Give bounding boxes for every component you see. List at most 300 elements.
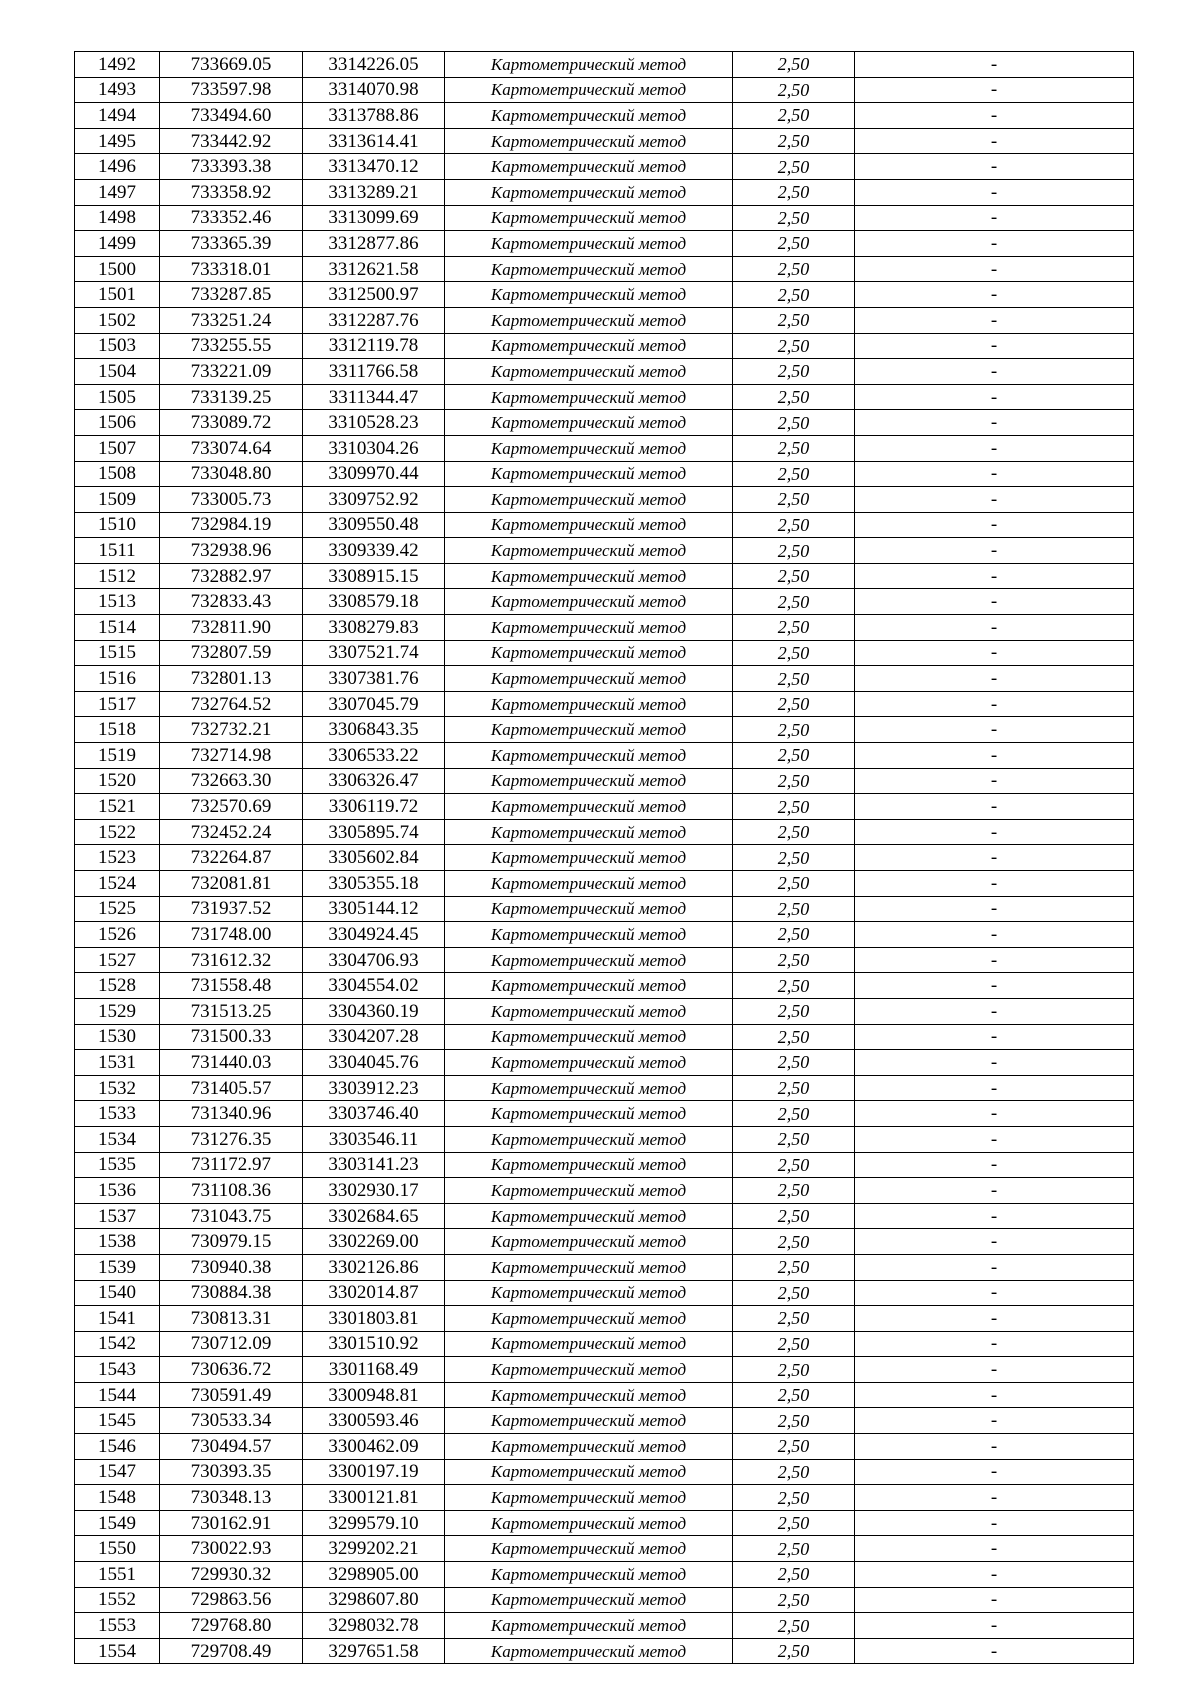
y-coordinate-cell: 3301803.81 <box>303 1306 445 1332</box>
x-coordinate-cell: 731937.52 <box>160 896 303 922</box>
method-cell: Картометрический метод <box>445 717 733 743</box>
method-cell: Картометрический метод <box>445 615 733 641</box>
method-cell: Картометрический метод <box>445 1459 733 1485</box>
note-cell: - <box>855 1434 1134 1460</box>
x-coordinate-cell: 732663.30 <box>160 768 303 794</box>
point-number-cell: 1529 <box>75 998 160 1024</box>
method-cell: Картометрический метод <box>445 1203 733 1229</box>
y-coordinate-cell: 3299579.10 <box>303 1510 445 1536</box>
note-cell: - <box>855 487 1134 513</box>
note-cell: - <box>855 1050 1134 1076</box>
note-cell: - <box>855 333 1134 359</box>
error-value-cell: 2,50 <box>733 998 855 1024</box>
note-cell: - <box>855 359 1134 385</box>
table-row <box>75 435 1134 461</box>
error-value-cell: 2,50 <box>733 615 855 641</box>
method-cell: Картометрический метод <box>445 1587 733 1613</box>
x-coordinate-cell: 729863.56 <box>160 1587 303 1613</box>
table-row <box>75 896 1134 922</box>
point-number-cell: 1521 <box>75 794 160 820</box>
table-row <box>75 1254 1134 1280</box>
error-value-cell: 2,50 <box>733 1510 855 1536</box>
table-row <box>75 461 1134 487</box>
point-number-cell: 1526 <box>75 922 160 948</box>
point-number-cell: 1506 <box>75 410 160 436</box>
point-number-cell: 1495 <box>75 128 160 154</box>
method-cell: Картометрический метод <box>445 1024 733 1050</box>
error-value-cell: 2,50 <box>733 282 855 308</box>
x-coordinate-cell: 733221.09 <box>160 359 303 385</box>
y-coordinate-cell: 3304045.76 <box>303 1050 445 1076</box>
point-number-cell: 1498 <box>75 205 160 231</box>
point-number-cell: 1499 <box>75 231 160 257</box>
note-cell: - <box>855 973 1134 999</box>
method-cell: Картометрический метод <box>445 819 733 845</box>
method-cell: Картометрический метод <box>445 1638 733 1664</box>
method-cell: Картометрический метод <box>445 1075 733 1101</box>
method-cell: Картометрический метод <box>445 1331 733 1357</box>
point-number-cell: 1525 <box>75 896 160 922</box>
error-value-cell: 2,50 <box>733 896 855 922</box>
x-coordinate-cell: 733442.92 <box>160 128 303 154</box>
error-value-cell: 2,50 <box>733 1587 855 1613</box>
method-cell: Картометрический метод <box>445 1536 733 1562</box>
table-row <box>75 640 1134 666</box>
x-coordinate-cell: 732452.24 <box>160 819 303 845</box>
table-row <box>75 1562 1134 1588</box>
error-value-cell: 2,50 <box>733 1126 855 1152</box>
y-coordinate-cell: 3304360.19 <box>303 998 445 1024</box>
point-number-cell: 1515 <box>75 640 160 666</box>
y-coordinate-cell: 3308279.83 <box>303 615 445 641</box>
point-number-cell: 1523 <box>75 845 160 871</box>
method-cell: Картометрический метод <box>445 666 733 692</box>
point-number-cell: 1504 <box>75 359 160 385</box>
error-value-cell: 2,50 <box>733 1024 855 1050</box>
note-cell: - <box>855 410 1134 436</box>
note-cell: - <box>855 896 1134 922</box>
method-cell: Картометрический метод <box>445 512 733 538</box>
y-coordinate-cell: 3304207.28 <box>303 1024 445 1050</box>
error-value-cell: 2,50 <box>733 1638 855 1664</box>
method-cell: Картометрический метод <box>445 1562 733 1588</box>
method-cell: Картометрический метод <box>445 794 733 820</box>
note-cell: - <box>855 1126 1134 1152</box>
y-coordinate-cell: 3302930.17 <box>303 1178 445 1204</box>
x-coordinate-cell: 732833.43 <box>160 589 303 615</box>
point-number-cell: 1492 <box>75 52 160 78</box>
point-number-cell: 1509 <box>75 487 160 513</box>
note-cell: - <box>855 947 1134 973</box>
point-number-cell: 1553 <box>75 1613 160 1639</box>
x-coordinate-cell: 730813.31 <box>160 1306 303 1332</box>
point-number-cell: 1519 <box>75 743 160 769</box>
table-row <box>75 231 1134 257</box>
table-row <box>75 794 1134 820</box>
point-number-cell: 1534 <box>75 1126 160 1152</box>
error-value-cell: 2,50 <box>733 922 855 948</box>
error-value-cell: 2,50 <box>733 1357 855 1383</box>
method-cell: Картометрический метод <box>445 1280 733 1306</box>
point-number-cell: 1514 <box>75 615 160 641</box>
x-coordinate-cell: 730022.93 <box>160 1536 303 1562</box>
point-number-cell: 1512 <box>75 563 160 589</box>
error-value-cell: 2,50 <box>733 1459 855 1485</box>
x-coordinate-cell: 731108.36 <box>160 1178 303 1204</box>
x-coordinate-cell: 732984.19 <box>160 512 303 538</box>
note-cell: - <box>855 998 1134 1024</box>
method-cell: Картометрический метод <box>445 871 733 897</box>
x-coordinate-cell: 733255.55 <box>160 333 303 359</box>
table-row <box>75 1434 1134 1460</box>
y-coordinate-cell: 3298905.00 <box>303 1562 445 1588</box>
y-coordinate-cell: 3312621.58 <box>303 256 445 282</box>
y-coordinate-cell: 3311766.58 <box>303 359 445 385</box>
table-row <box>75 1024 1134 1050</box>
note-cell: - <box>855 1254 1134 1280</box>
table-row <box>75 871 1134 897</box>
table-row <box>75 1126 1134 1152</box>
note-cell: - <box>855 256 1134 282</box>
y-coordinate-cell: 3301168.49 <box>303 1357 445 1383</box>
y-coordinate-cell: 3303912.23 <box>303 1075 445 1101</box>
note-cell: - <box>855 179 1134 205</box>
x-coordinate-cell: 733089.72 <box>160 410 303 436</box>
point-number-cell: 1520 <box>75 768 160 794</box>
y-coordinate-cell: 3304554.02 <box>303 973 445 999</box>
point-number-cell: 1503 <box>75 333 160 359</box>
error-value-cell: 2,50 <box>733 333 855 359</box>
y-coordinate-cell: 3303746.40 <box>303 1101 445 1127</box>
x-coordinate-cell: 732801.13 <box>160 666 303 692</box>
point-number-cell: 1505 <box>75 384 160 410</box>
y-coordinate-cell: 3302269.00 <box>303 1229 445 1255</box>
table-row <box>75 1587 1134 1613</box>
y-coordinate-cell: 3300197.19 <box>303 1459 445 1485</box>
table-row <box>75 666 1134 692</box>
x-coordinate-cell: 732264.87 <box>160 845 303 871</box>
point-number-cell: 1535 <box>75 1152 160 1178</box>
table-row <box>75 563 1134 589</box>
y-coordinate-cell: 3308915.15 <box>303 563 445 589</box>
point-number-cell: 1494 <box>75 103 160 129</box>
error-value-cell: 2,50 <box>733 1178 855 1204</box>
point-number-cell: 1551 <box>75 1562 160 1588</box>
y-coordinate-cell: 3313470.12 <box>303 154 445 180</box>
error-value-cell: 2,50 <box>733 1075 855 1101</box>
y-coordinate-cell: 3312500.97 <box>303 282 445 308</box>
error-value-cell: 2,50 <box>733 1152 855 1178</box>
table-row <box>75 1229 1134 1255</box>
method-cell: Картометрический метод <box>445 896 733 922</box>
note-cell: - <box>855 589 1134 615</box>
error-value-cell: 2,50 <box>733 1229 855 1255</box>
note-cell: - <box>855 435 1134 461</box>
error-value-cell: 2,50 <box>733 179 855 205</box>
point-number-cell: 1549 <box>75 1510 160 1536</box>
error-value-cell: 2,50 <box>733 743 855 769</box>
point-number-cell: 1548 <box>75 1485 160 1511</box>
y-coordinate-cell: 3302014.87 <box>303 1280 445 1306</box>
error-value-cell: 2,50 <box>733 691 855 717</box>
point-number-cell: 1524 <box>75 871 160 897</box>
error-value-cell: 2,50 <box>733 563 855 589</box>
x-coordinate-cell: 733393.38 <box>160 154 303 180</box>
table-row <box>75 256 1134 282</box>
method-cell: Картометрический метод <box>445 743 733 769</box>
method-cell: Картометрический метод <box>445 103 733 129</box>
table-row <box>75 973 1134 999</box>
note-cell: - <box>855 461 1134 487</box>
note-cell: - <box>855 1357 1134 1383</box>
x-coordinate-cell: 730494.57 <box>160 1434 303 1460</box>
note-cell: - <box>855 1280 1134 1306</box>
method-cell: Картометрический метод <box>445 1510 733 1536</box>
method-cell: Картометрический метод <box>445 359 733 385</box>
note-cell: - <box>855 103 1134 129</box>
note-cell: - <box>855 1536 1134 1562</box>
method-cell: Картометрический метод <box>445 1254 733 1280</box>
point-number-cell: 1541 <box>75 1306 160 1332</box>
table-row <box>75 1331 1134 1357</box>
table-row <box>75 768 1134 794</box>
note-cell: - <box>855 52 1134 78</box>
x-coordinate-cell: 732811.90 <box>160 615 303 641</box>
x-coordinate-cell: 731276.35 <box>160 1126 303 1152</box>
x-coordinate-cell: 732714.98 <box>160 743 303 769</box>
error-value-cell: 2,50 <box>733 1382 855 1408</box>
point-number-cell: 1511 <box>75 538 160 564</box>
x-coordinate-cell: 732732.21 <box>160 717 303 743</box>
table-row <box>75 947 1134 973</box>
note-cell: - <box>855 384 1134 410</box>
error-value-cell: 2,50 <box>733 1434 855 1460</box>
x-coordinate-cell: 733365.39 <box>160 231 303 257</box>
point-number-cell: 1510 <box>75 512 160 538</box>
table-row <box>75 743 1134 769</box>
note-cell: - <box>855 1510 1134 1536</box>
point-number-cell: 1540 <box>75 1280 160 1306</box>
note-cell: - <box>855 922 1134 948</box>
y-coordinate-cell: 3304924.45 <box>303 922 445 948</box>
x-coordinate-cell: 733352.46 <box>160 205 303 231</box>
error-value-cell: 2,50 <box>733 435 855 461</box>
y-coordinate-cell: 3308579.18 <box>303 589 445 615</box>
x-coordinate-cell: 731500.33 <box>160 1024 303 1050</box>
y-coordinate-cell: 3297651.58 <box>303 1638 445 1664</box>
y-coordinate-cell: 3302126.86 <box>303 1254 445 1280</box>
method-cell: Картометрический метод <box>445 128 733 154</box>
y-coordinate-cell: 3305144.12 <box>303 896 445 922</box>
error-value-cell: 2,50 <box>733 640 855 666</box>
error-value-cell: 2,50 <box>733 256 855 282</box>
method-cell: Картометрический метод <box>445 384 733 410</box>
point-number-cell: 1527 <box>75 947 160 973</box>
error-value-cell: 2,50 <box>733 871 855 897</box>
note-cell: - <box>855 615 1134 641</box>
table-row <box>75 1050 1134 1076</box>
table-row <box>75 1357 1134 1383</box>
point-number-cell: 1545 <box>75 1408 160 1434</box>
y-coordinate-cell: 3303546.11 <box>303 1126 445 1152</box>
method-cell: Картометрический метод <box>445 768 733 794</box>
table-row <box>75 1382 1134 1408</box>
method-cell: Картометрический метод <box>445 461 733 487</box>
method-cell: Картометрический метод <box>445 333 733 359</box>
note-cell: - <box>855 154 1134 180</box>
note-cell: - <box>855 128 1134 154</box>
x-coordinate-cell: 730533.34 <box>160 1408 303 1434</box>
table-row <box>75 1485 1134 1511</box>
x-coordinate-cell: 731748.00 <box>160 922 303 948</box>
y-coordinate-cell: 3309752.92 <box>303 487 445 513</box>
x-coordinate-cell: 729768.80 <box>160 1613 303 1639</box>
point-number-cell: 1496 <box>75 154 160 180</box>
note-cell: - <box>855 871 1134 897</box>
x-coordinate-cell: 732882.97 <box>160 563 303 589</box>
method-cell: Картометрический метод <box>445 179 733 205</box>
x-coordinate-cell: 732764.52 <box>160 691 303 717</box>
method-cell: Картометрический метод <box>445 538 733 564</box>
x-coordinate-cell: 732938.96 <box>160 538 303 564</box>
table-row <box>75 333 1134 359</box>
note-cell: - <box>855 1101 1134 1127</box>
note-cell: - <box>855 1178 1134 1204</box>
y-coordinate-cell: 3313289.21 <box>303 179 445 205</box>
method-cell: Картометрический метод <box>445 256 733 282</box>
error-value-cell: 2,50 <box>733 1562 855 1588</box>
table-row <box>75 77 1134 103</box>
x-coordinate-cell: 733494.60 <box>160 103 303 129</box>
method-cell: Картометрический метод <box>445 998 733 1024</box>
y-coordinate-cell: 3307381.76 <box>303 666 445 692</box>
x-coordinate-cell: 731172.97 <box>160 1152 303 1178</box>
method-cell: Картометрический метод <box>445 282 733 308</box>
method-cell: Картометрический метод <box>445 563 733 589</box>
x-coordinate-cell: 730884.38 <box>160 1280 303 1306</box>
table-row <box>75 359 1134 385</box>
table-row <box>75 1306 1134 1332</box>
y-coordinate-cell: 3314226.05 <box>303 52 445 78</box>
y-coordinate-cell: 3313788.86 <box>303 103 445 129</box>
y-coordinate-cell: 3307521.74 <box>303 640 445 666</box>
table-row <box>75 998 1134 1024</box>
table-row <box>75 1613 1134 1639</box>
x-coordinate-cell: 730591.49 <box>160 1382 303 1408</box>
y-coordinate-cell: 3300121.81 <box>303 1485 445 1511</box>
note-cell: - <box>855 1587 1134 1613</box>
point-number-cell: 1538 <box>75 1229 160 1255</box>
x-coordinate-cell: 730712.09 <box>160 1331 303 1357</box>
point-number-cell: 1528 <box>75 973 160 999</box>
error-value-cell: 2,50 <box>733 307 855 333</box>
method-cell: Картометрический метод <box>445 1485 733 1511</box>
x-coordinate-cell: 732081.81 <box>160 871 303 897</box>
note-cell: - <box>855 1382 1134 1408</box>
x-coordinate-cell: 733074.64 <box>160 435 303 461</box>
method-cell: Картометрический метод <box>445 1382 733 1408</box>
note-cell: - <box>855 1459 1134 1485</box>
method-cell: Картометрический метод <box>445 77 733 103</box>
table-row <box>75 307 1134 333</box>
x-coordinate-cell: 733251.24 <box>160 307 303 333</box>
method-cell: Картометрический метод <box>445 691 733 717</box>
point-number-cell: 1518 <box>75 717 160 743</box>
x-coordinate-cell: 733287.85 <box>160 282 303 308</box>
table-row <box>75 1075 1134 1101</box>
table-row <box>75 52 1134 78</box>
y-coordinate-cell: 3311344.47 <box>303 384 445 410</box>
x-coordinate-cell: 730979.15 <box>160 1229 303 1255</box>
note-cell: - <box>855 1229 1134 1255</box>
y-coordinate-cell: 3303141.23 <box>303 1152 445 1178</box>
table-row <box>75 410 1134 436</box>
table-row <box>75 1178 1134 1204</box>
method-cell: Картометрический метод <box>445 435 733 461</box>
point-number-cell: 1536 <box>75 1178 160 1204</box>
method-cell: Картометрический метод <box>445 640 733 666</box>
error-value-cell: 2,50 <box>733 384 855 410</box>
y-coordinate-cell: 3305602.84 <box>303 845 445 871</box>
error-value-cell: 2,50 <box>733 538 855 564</box>
table-row <box>75 615 1134 641</box>
method-cell: Картометрический метод <box>445 845 733 871</box>
table-row <box>75 538 1134 564</box>
method-cell: Картометрический метод <box>445 947 733 973</box>
error-value-cell: 2,50 <box>733 128 855 154</box>
method-cell: Картометрический метод <box>445 1229 733 1255</box>
x-coordinate-cell: 730348.13 <box>160 1485 303 1511</box>
x-coordinate-cell: 732570.69 <box>160 794 303 820</box>
point-number-cell: 1501 <box>75 282 160 308</box>
method-cell: Картометрический метод <box>445 487 733 513</box>
table-row <box>75 1536 1134 1562</box>
y-coordinate-cell: 3312287.76 <box>303 307 445 333</box>
method-cell: Картометрический метод <box>445 1357 733 1383</box>
error-value-cell: 2,50 <box>733 1536 855 1562</box>
table-row <box>75 1510 1134 1536</box>
point-number-cell: 1542 <box>75 1331 160 1357</box>
note-cell: - <box>855 1408 1134 1434</box>
x-coordinate-cell: 730636.72 <box>160 1357 303 1383</box>
point-number-cell: 1508 <box>75 461 160 487</box>
error-value-cell: 2,50 <box>733 1613 855 1639</box>
note-cell: - <box>855 563 1134 589</box>
y-coordinate-cell: 3312877.86 <box>303 231 445 257</box>
y-coordinate-cell: 3306533.22 <box>303 743 445 769</box>
x-coordinate-cell: 731513.25 <box>160 998 303 1024</box>
note-cell: - <box>855 1306 1134 1332</box>
note-cell: - <box>855 717 1134 743</box>
table-row <box>75 1408 1134 1434</box>
y-coordinate-cell: 3312119.78 <box>303 333 445 359</box>
y-coordinate-cell: 3305355.18 <box>303 871 445 897</box>
point-number-cell: 1547 <box>75 1459 160 1485</box>
method-cell: Картометрический метод <box>445 1050 733 1076</box>
table-row <box>75 512 1134 538</box>
note-cell: - <box>855 1638 1134 1664</box>
point-number-cell: 1522 <box>75 819 160 845</box>
error-value-cell: 2,50 <box>733 1280 855 1306</box>
y-coordinate-cell: 3298607.80 <box>303 1587 445 1613</box>
x-coordinate-cell: 733669.05 <box>160 52 303 78</box>
note-cell: - <box>855 1331 1134 1357</box>
x-coordinate-cell: 729708.49 <box>160 1638 303 1664</box>
error-value-cell: 2,50 <box>733 1254 855 1280</box>
point-number-cell: 1507 <box>75 435 160 461</box>
table-row <box>75 205 1134 231</box>
note-cell: - <box>855 666 1134 692</box>
